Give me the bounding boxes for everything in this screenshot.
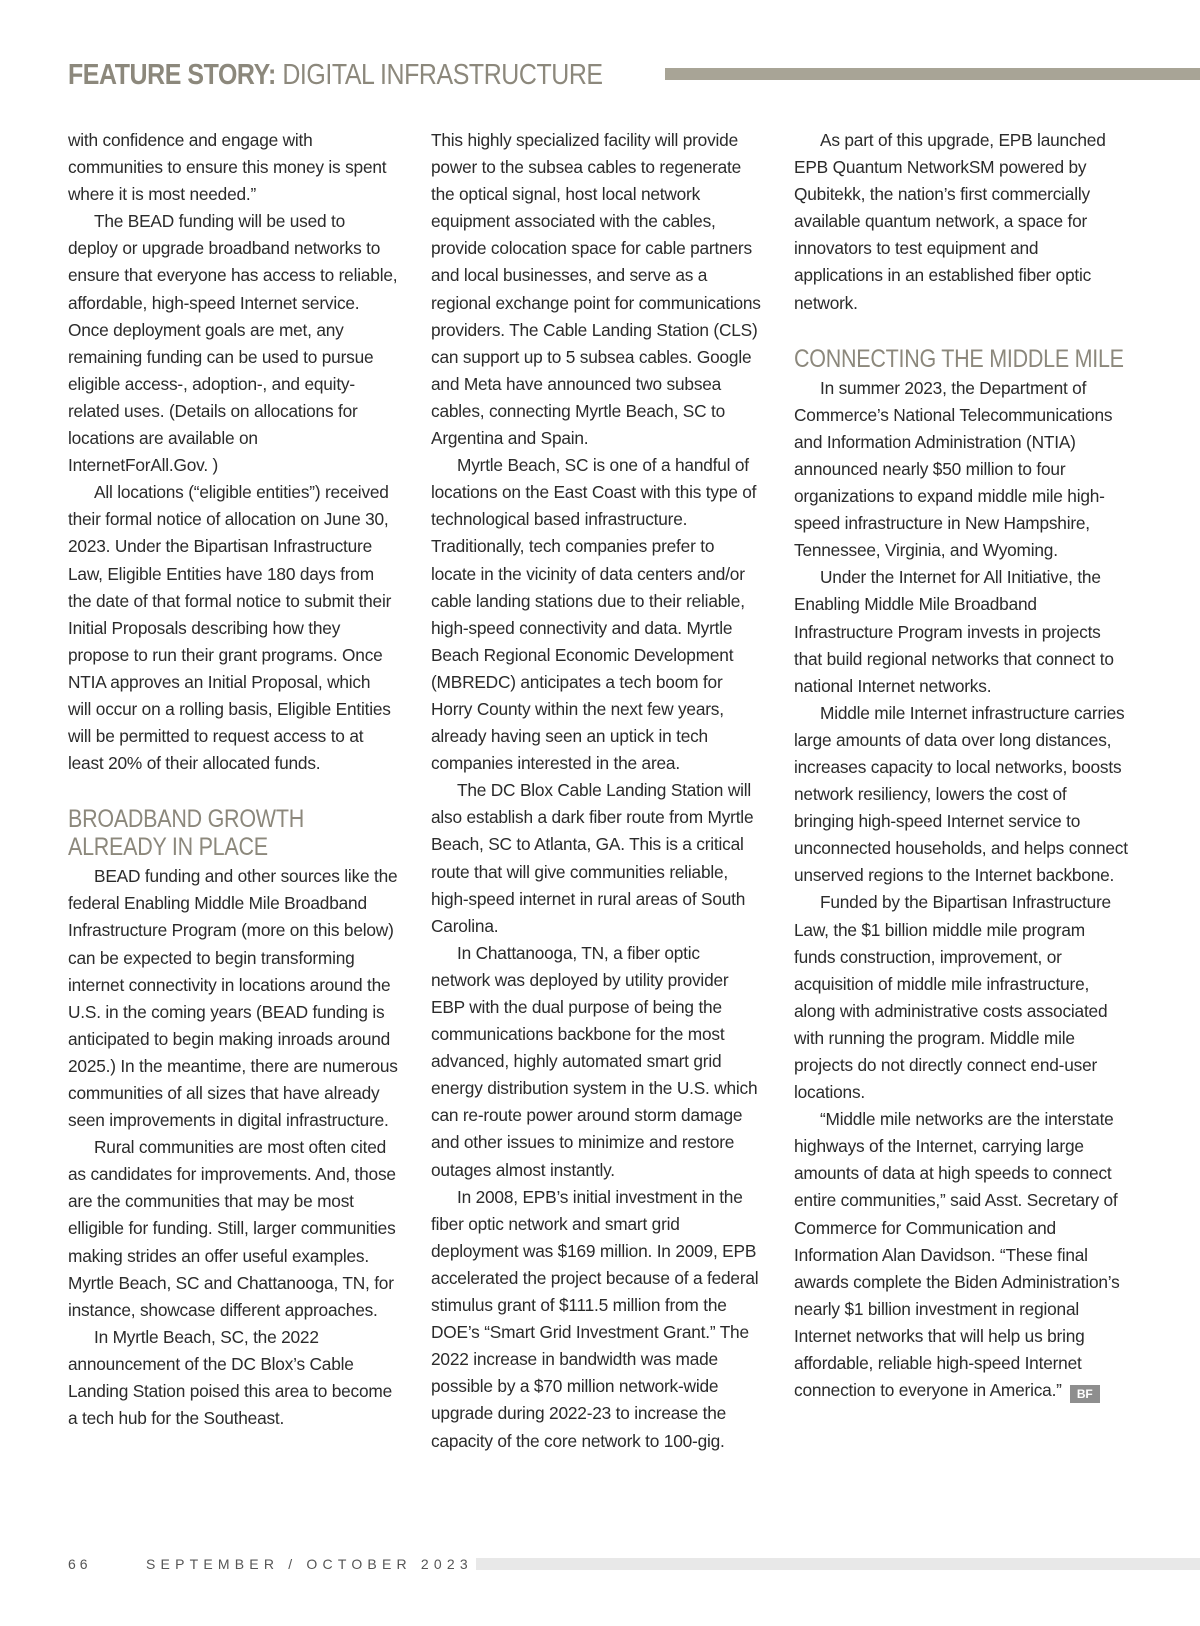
paragraph: Funded by the Bipartisan Infrastructure Law, the $1 billion middle mile program funds construction, improvement, or acquisition of middle mile infrastructure, along with administrative costs associated with running the program. Middle mile projects do not directly connect end-user locations. [794, 892, 1111, 1103]
paragraph: with confidence and engage with communities to ensure this money is spent where it is most needed.” [68, 130, 387, 205]
paragraph: Myrtle Beach, SC is one of a handful of locations on the East Coast with this type of technological based infrastructure. Traditionally, tech companies prefer to locate in the vicinity of data centers and/or cable landing stations due to their reliable, high-speed connectivity and data. Myrtle Beach Regional Economic Development (MBREDC) anticipates a tech boom for Horry County within the next few years, already having seen an uptick in tech companies interested in the area. [431, 455, 757, 774]
subheading-line: BROADBAND GROWTH [68, 805, 304, 834]
section-kicker: FEATURE STORY: [68, 58, 276, 91]
page-header [68, 55, 1200, 95]
end-mark-icon: BF [1070, 1385, 1100, 1403]
article-column-2 [431, 127, 761, 1455]
page-number: 66 [68, 1556, 92, 1572]
paragraph: The DC Blox Cable Landing Station will also establish a dark fiber route from Myrtle Beach, SC to Atlanta, GA. This is a critical route that will give communities reliable, high-speed internet in rural areas of South Carolina. [431, 780, 754, 936]
final-paragraph [794, 1106, 1130, 1404]
article-column-1 [68, 127, 398, 1432]
page-footer [68, 1554, 1200, 1574]
paragraph: In Chattanooga, TN, a fiber optic network was deployed by utility provider EBP with the dual purpose of being the communications backbone for the most advanced, highly automated smart grid energy distribution system in the U.S. which can re-route power around storm damage and other issues to minimize and restore outages almost instantly. [431, 942, 758, 1180]
footer-rule [476, 1558, 1200, 1570]
issue-date: SEPTEMBER / OCTOBER 2023 [146, 1556, 473, 1572]
paragraph: As part of this upgrade, EPB launched EPB Quantum NetworkSM powered by Qubitekk, the nation’s first commercially available quantum network, a space for innovators to test equipment and applications in an established fiber optic network. [794, 130, 1106, 313]
paragraph: In summer 2023, the Department of Commerce’s National Telecommunications and Information Administration (NTIA) announced nearly $50 million to four organizations to expand middle mile high-speed infrastructure in New Hampshire, Tennessee, Virginia, and Wyoming. [794, 377, 1113, 561]
subheading-middle-mile: CONNECTING THE MIDDLE MILE [794, 344, 1124, 373]
paragraph: Under the Internet for All Initiative, the Enabling Middle Mile Broadband Infrastructure Program invests in projects that build regional networks that connect to national Internet networks. [794, 567, 1114, 696]
paragraph: This highly specialized facility will provide power to the subsea cables to regenerate the optical signal, host local network equipment associated with the cables, provide colocation space for cable partners and local businesses, and serve as a regional exchange point for communications providers. The Cable Landing Station (CLS) can support up to 5 subsea cables. Google and Meta have announced two subsea cables, connecting Myrtle Beach, SC to Argentina and Spain. [431, 130, 761, 449]
paragraph: The BEAD funding will be used to deploy or upgrade broadband networks to ensure that everyone has access to reliable, affordable, high-speed Internet service. Once deployment goals are met, any remaining funding can be used to pursue eligible access-, adoption-, and equity-related uses. (Details on allocations for locations are available on InternetForAll.Gov. ) [68, 211, 398, 476]
subheading-line: ALREADY IN PLACE [68, 833, 268, 862]
section-topic: DIGITAL INFRASTRUCTURE [275, 58, 603, 91]
paragraph-text: “Middle mile networks are the interstate highways of the Internet, carrying large amounts of data at high speeds to connect entire communities,” said Asst. Secretary of Commerce for Communication and Information Alan Davidson. “These final awards complete the Biden Administration’s nearly $1 billion investment in regional Internet networks that will help us bring affordable, reliable high-speed Internet connection to everyone in America.” [794, 1109, 1120, 1401]
paragraph: In 2008, EPB’s initial investment in the fiber optic network and smart grid deployment was $169 million. In 2009, EPB accelerated the project because of a federal stimulus grant of $111.5 million from the DOE’s “Smart Grid Investment Grant.” The 2022 increase in bandwidth was made possible by a $70 million network-wide upgrade during 2022-23 to increase the capacity of the core network to 100-gig. [431, 1186, 759, 1451]
section-title [68, 59, 603, 92]
paragraph: Middle mile Internet infrastructure carries large amounts of data over long distances, increases capacity to local networks, boosts network resiliency, lowers the cost of bringing high-speed Internet service to unconnected households, and helps connect unserved regions to the Internet backbone. [794, 702, 1128, 886]
paragraph: All locations (“eligible entities”) received their formal notice of allocation on June 30, 2023. Under the Bipartisan Infrastructure Law, Eligible Entities have 180 days from the date of that formal notice to submit their Initial Proposals describing how they propose to run their grant programs. Once NTIA approves an Initial Proposal, which will occur on a rolling basis, Eligible Entities will be permitted to request access to at least 20% of their allocated funds. [68, 482, 392, 774]
paragraph: BEAD funding and other sources like the federal Enabling Middle Mile Broadband Infrastructure Program (more on this below) can be expected to begin transforming internet connectivity in locations around the U.S. in the coming years (BEAD funding is anticipated to begin making inroads around 2025.) In the meantime, there are numerous communities of all sizes that have already seen improvements in digital infrastructure. [68, 866, 398, 1131]
article-column-3 [794, 127, 1130, 1404]
paragraph: Rural communities are most often cited as candidates for improvements. And, those are the communities that may be most elligible for funding. Still, larger communities making strides an offer useful examples. Myrtle Beach, SC and Chattanooga, TN, for instance, showcase different approaches. [68, 1137, 396, 1320]
header-rule [665, 68, 1200, 80]
paragraph: In Myrtle Beach, SC, the 2022 announcement of the DC Blox’s Cable Landing Station poised this area to become a tech hub for the Southeast. [68, 1326, 393, 1429]
subheading-broadband-growth [68, 805, 352, 861]
